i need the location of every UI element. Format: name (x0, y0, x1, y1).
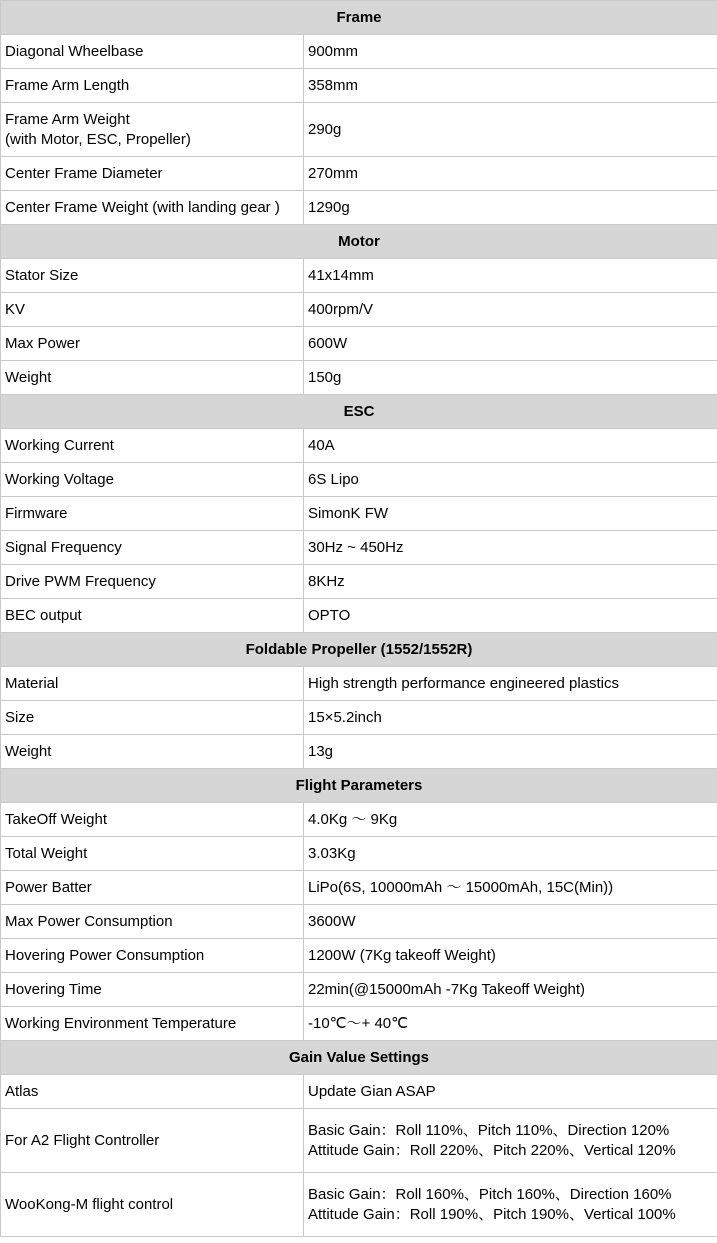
section-header-frame (1, 1, 717, 35)
table-row (1, 327, 717, 361)
table-row (1, 599, 717, 633)
spec-label: Diagonal Wheelbase (1, 35, 304, 69)
spec-label: Frame Arm Weight (with Motor, ESC, Propeller) (1, 103, 304, 157)
spec-value: -10℃～+ 40℃ (304, 1007, 717, 1041)
spec-table-body (1, 1, 717, 1237)
section-header-flight-parameters (1, 769, 717, 803)
spec-label: BEC output (1, 599, 304, 633)
table-row (1, 565, 717, 599)
spec-label: Firmware (1, 497, 304, 531)
spec-value: 4.0Kg ～ 9Kg (304, 803, 717, 837)
table-row (1, 259, 717, 293)
table-row (1, 191, 717, 225)
spec-label: Atlas (1, 1075, 304, 1109)
section-title: Motor (1, 225, 717, 259)
spec-label: Size (1, 701, 304, 735)
spec-value: 13g (304, 735, 717, 769)
section-header-esc (1, 395, 717, 429)
spec-value: 270mm (304, 157, 717, 191)
spec-value: Basic Gain：Roll 160%、Pitch 160%、Direction 160% Attitude Gain：Roll 190%、Pitch 190%、Vertical 100% (304, 1173, 717, 1237)
spec-value: 15×5.2inch (304, 701, 717, 735)
spec-label: Power Batter (1, 871, 304, 905)
spec-value: 600W (304, 327, 717, 361)
spec-label: Max Power Consumption (1, 905, 304, 939)
spec-label: Working Voltage (1, 463, 304, 497)
spec-label: For A2 Flight Controller (1, 1109, 304, 1173)
spec-label: Center Frame Weight (with landing gear ) (1, 191, 304, 225)
spec-label: Signal Frequency (1, 531, 304, 565)
section-title: ESC (1, 395, 717, 429)
table-row (1, 803, 717, 837)
section-title: Frame (1, 1, 717, 35)
spec-value: 3.03Kg (304, 837, 717, 871)
spec-label: Drive PWM Frequency (1, 565, 304, 599)
table-row (1, 735, 717, 769)
table-row (1, 1007, 717, 1041)
spec-value: OPTO (304, 599, 717, 633)
table-row (1, 939, 717, 973)
spec-value: LiPo(6S, 10000mAh ～ 15000mAh, 15C(Min)) (304, 871, 717, 905)
table-row (1, 293, 717, 327)
spec-value: High strength performance engineered plastics (304, 667, 717, 701)
spec-value: 150g (304, 361, 717, 395)
spec-value: 900mm (304, 35, 717, 69)
table-row (1, 157, 717, 191)
spec-value: 6S Lipo (304, 463, 717, 497)
spec-label: KV (1, 293, 304, 327)
table-row (1, 35, 717, 69)
spec-value: 1200W (7Kg takeoff Weight) (304, 939, 717, 973)
section-title: Foldable Propeller (1552/1552R) (1, 633, 717, 667)
spec-value: 1290g (304, 191, 717, 225)
table-row (1, 667, 717, 701)
spec-value: 290g (304, 103, 717, 157)
spec-value: Basic Gain：Roll 110%、Pitch 110%、Direction 120% Attitude Gain：Roll 220%、Pitch 220%、Vertical 120% (304, 1109, 717, 1173)
spec-label: Weight (1, 361, 304, 395)
spec-value: 22min(@15000mAh -7Kg Takeoff Weight) (304, 973, 717, 1007)
spec-label: Max Power (1, 327, 304, 361)
spec-label: WooKong-M flight control (1, 1173, 304, 1237)
table-row (1, 871, 717, 905)
spec-label: Total Weight (1, 837, 304, 871)
spec-value: 40A (304, 429, 717, 463)
spec-value: 400rpm/V (304, 293, 717, 327)
spec-value: 41x14mm (304, 259, 717, 293)
table-row (1, 905, 717, 939)
table-row (1, 1075, 717, 1109)
spec-label: Weight (1, 735, 304, 769)
section-title: Flight Parameters (1, 769, 717, 803)
table-row (1, 497, 717, 531)
section-header-gain-value-settings (1, 1041, 717, 1075)
spec-value: Update Gian ASAP (304, 1075, 717, 1109)
section-header-motor (1, 225, 717, 259)
spec-value: SimonK FW (304, 497, 717, 531)
spec-value: 358mm (304, 69, 717, 103)
spec-label: TakeOff Weight (1, 803, 304, 837)
table-row (1, 973, 717, 1007)
spec-label: Working Current (1, 429, 304, 463)
spec-value: 8KHz (304, 565, 717, 599)
spec-label: Center Frame Diameter (1, 157, 304, 191)
spec-label: Stator Size (1, 259, 304, 293)
table-row (1, 531, 717, 565)
spec-value: 30Hz ~ 450Hz (304, 531, 717, 565)
table-row (1, 103, 717, 157)
table-row (1, 701, 717, 735)
section-header-foldable-propeller-1552-1552r (1, 633, 717, 667)
table-row (1, 69, 717, 103)
table-row (1, 429, 717, 463)
spec-label: Material (1, 667, 304, 701)
section-title: Gain Value Settings (1, 1041, 717, 1075)
spec-label: Working Environment Temperature (1, 1007, 304, 1041)
table-row (1, 837, 717, 871)
table-row (1, 463, 717, 497)
table-row (1, 1109, 717, 1173)
spec-value: 3600W (304, 905, 717, 939)
table-row (1, 361, 717, 395)
spec-label: Hovering Time (1, 973, 304, 1007)
table-row (1, 1173, 717, 1237)
spec-label: Hovering Power Consumption (1, 939, 304, 973)
spec-label: Frame Arm Length (1, 69, 304, 103)
